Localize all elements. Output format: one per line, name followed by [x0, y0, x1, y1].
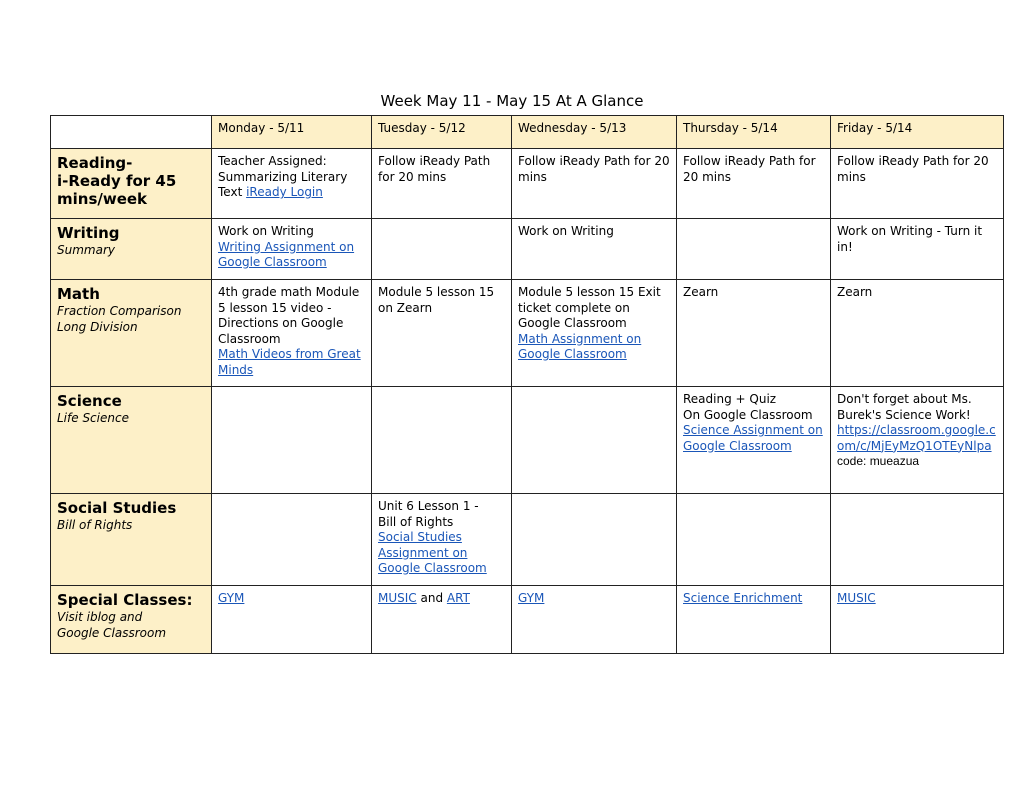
day-header-wednesday: Wednesday - 5/13 — [512, 116, 677, 149]
social-studies-tuesday-cell — [372, 494, 512, 586]
science-tuesday-cell — [372, 387, 512, 494]
science-thursday-text-2: On Google Classroom — [683, 407, 813, 422]
special-classes-subject: Special Classes: — [57, 591, 193, 609]
writing-monday-cell — [212, 219, 372, 280]
schedule-table — [50, 115, 1004, 654]
writing-thursday-cell — [677, 219, 831, 280]
special-classes-subtitle-1: Visit iblog and — [57, 610, 143, 624]
math-subtitle-1: Fraction Comparison — [57, 304, 182, 318]
math-wednesday-cell — [512, 280, 677, 387]
math-tuesday-cell: Module 5 lesson 15 on Zearn — [372, 280, 512, 387]
math-subtitle-2: Long Division — [57, 320, 138, 334]
header-row — [51, 116, 1004, 149]
reading-monday-text: Teacher Assigned: Summarizing Literary Text — [218, 154, 348, 199]
social-studies-tuesday-text-1: Unit 6 Lesson 1 - — [378, 499, 479, 513]
social-studies-subject: Social Studies — [57, 499, 177, 517]
science-row — [51, 387, 1004, 494]
special-classes-subject-cell — [51, 586, 212, 654]
special-monday-cell — [212, 586, 372, 654]
social-studies-wednesday-cell — [512, 494, 677, 586]
and-text: and — [416, 591, 447, 605]
gym-link-wednesday[interactable]: GYM — [518, 591, 545, 605]
reading-friday-cell: Follow iReady Path for 20 mins — [831, 149, 1004, 219]
writing-row — [51, 219, 1004, 280]
day-header-thursday: Thursday - 5/14 — [677, 116, 831, 149]
reading-tuesday-cell: Follow iReady Path for 20 mins — [372, 149, 512, 219]
science-wednesday-cell — [512, 387, 677, 494]
corner-cell — [51, 116, 212, 149]
social-studies-subtitle: Bill of Rights — [57, 518, 133, 532]
writing-subtitle: Summary — [57, 243, 115, 257]
reading-subject-line3: mins/week — [57, 190, 148, 208]
writing-assignment-link[interactable]: Writing Assignment on Google Classroom — [218, 239, 355, 269]
music-link-friday[interactable]: MUSIC — [837, 591, 876, 605]
writing-friday-cell: Work on Writing - Turn it in! — [831, 219, 1004, 280]
special-wednesday-cell — [512, 586, 677, 654]
reading-subject-cell — [51, 149, 212, 219]
day-header-friday: Friday - 5/14 — [831, 116, 1004, 149]
math-monday-cell — [212, 280, 372, 387]
reading-subject-line1: Reading- — [57, 154, 133, 172]
math-monday-text: 4th grade math Module 5 lesson 15 video - Directions on Google Classroom — [218, 285, 360, 346]
math-assignment-link[interactable]: Math Assignment on Google Classroom — [518, 331, 642, 361]
day-header-monday: Monday - 5/11 — [212, 116, 372, 149]
special-classes-subtitle-2: Google Classroom — [57, 626, 167, 640]
math-subject-cell — [51, 280, 212, 387]
social-studies-row — [51, 494, 1004, 586]
social-studies-friday-cell — [831, 494, 1004, 586]
special-classes-row — [51, 586, 1004, 654]
page-title: Week May 11 - May 15 At A Glance — [380, 92, 644, 110]
math-thursday-cell: Zearn — [677, 280, 831, 387]
gym-link-monday[interactable]: GYM — [218, 591, 245, 605]
math-videos-link[interactable]: Math Videos from Great Minds — [218, 347, 361, 377]
iready-login-link[interactable]: iReady Login — [246, 185, 323, 199]
writing-wednesday-cell: Work on Writing — [512, 219, 677, 280]
writing-monday-text: Work on Writing — [218, 224, 314, 238]
reading-subject-line2: i-Ready for 45 — [57, 172, 177, 190]
math-wednesday-text: Module 5 lesson 15 Exit ticket complete on Google Classroom — [518, 285, 661, 330]
science-classroom-url-link[interactable]: https://classroom.google.com/c/MjEyMzQ1OTEyNlpa — [837, 423, 996, 453]
math-subject: Math — [57, 285, 100, 303]
social-studies-subject-cell — [51, 494, 212, 586]
reading-thursday-cell: Follow iReady Path for 20 mins — [677, 149, 831, 219]
science-friday-text: Don't forget about Ms. Burek's Science Work! — [837, 392, 972, 422]
special-friday-cell — [831, 586, 1004, 654]
science-monday-cell — [212, 387, 372, 494]
science-thursday-text-1: Reading + Quiz — [683, 392, 777, 406]
art-link-tuesday[interactable]: ART — [446, 591, 470, 605]
science-thursday-cell — [677, 387, 831, 494]
math-row — [51, 280, 1004, 387]
science-subject-cell — [51, 387, 212, 494]
music-link-tuesday[interactable]: MUSIC — [378, 591, 417, 605]
science-subject: Science — [57, 392, 122, 410]
special-tuesday-cell — [372, 586, 512, 654]
writing-tuesday-cell — [372, 219, 512, 280]
reading-monday-cell — [212, 149, 372, 219]
social-studies-monday-cell — [212, 494, 372, 586]
science-enrichment-link[interactable]: Science Enrichment — [683, 591, 803, 605]
reading-row — [51, 149, 1004, 219]
math-friday-cell: Zearn — [831, 280, 1004, 387]
science-class-code: code: mueazua — [837, 454, 920, 468]
science-assignment-link[interactable]: Science Assignment on Google Classroom — [683, 423, 823, 453]
writing-subject-cell — [51, 219, 212, 280]
social-studies-tuesday-text-2: Bill of Rights — [378, 514, 454, 529]
science-subtitle: Life Science — [57, 411, 129, 425]
special-thursday-cell — [677, 586, 831, 654]
reading-wednesday-cell: Follow iReady Path for 20 mins — [512, 149, 677, 219]
day-header-tuesday: Tuesday - 5/12 — [372, 116, 512, 149]
social-studies-thursday-cell — [677, 494, 831, 586]
science-friday-cell — [831, 387, 1004, 494]
social-studies-assignment-link[interactable]: Social Studies Assignment on Google Classroom — [378, 530, 487, 575]
writing-subject: Writing — [57, 224, 120, 242]
